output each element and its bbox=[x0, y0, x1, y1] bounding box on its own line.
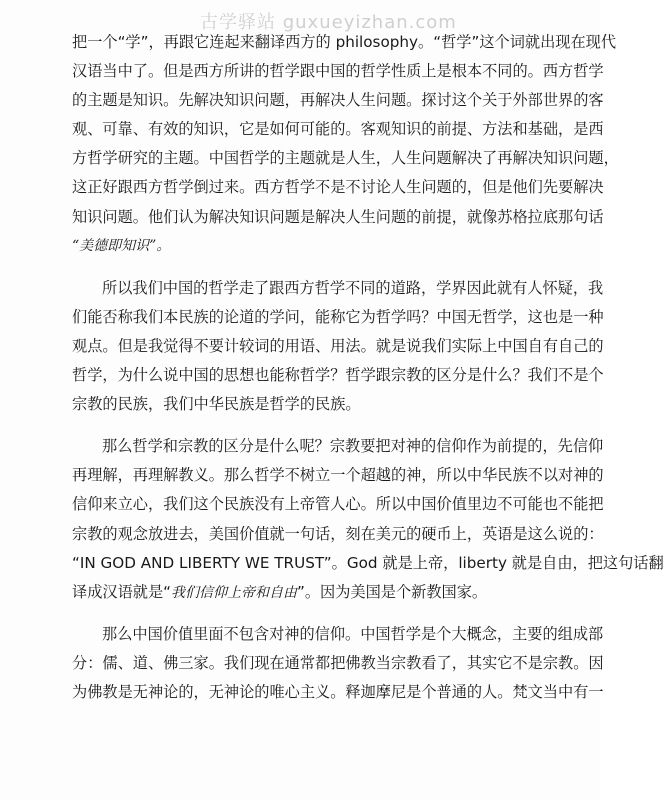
text-line: 那么哲学和宗教的区分是什么呢？宗教要把对神的信仰作为前提的，先信仰 bbox=[102, 437, 604, 456]
text-line: 信仰来立心，我们这个民族没有上帝管人心。所以中国价值里边不可能也不能把 bbox=[72, 495, 604, 514]
paragraph bbox=[72, 274, 604, 419]
text-line: 知识问题。他们认为解决知识问题是解决人生问题的前提，就像苏格拉底那句话 bbox=[72, 207, 604, 226]
text-line: “美德即知识”。 bbox=[72, 237, 171, 254]
handwritten-quote: 我们信仰上帝和自由 bbox=[171, 584, 297, 601]
text-line: 汉语当中了。但是西方所讲的哲学跟中国的哲学性质上是根本不同的。西方哲学 bbox=[72, 62, 604, 81]
text-line: 把一个“学”，再跟它连起来翻译西方的 philosophy。“哲学”这个词就出现在现代 bbox=[72, 33, 617, 51]
text-line: 这正好跟西方哲学倒过来。西方哲学不是不讨论人生问题的，但是他们先要解决 bbox=[72, 178, 604, 197]
document-body bbox=[72, 28, 664, 720]
text-line: 们能否称我们本民族的论道的学问，能称它为哲学吗？中国无哲学，这也是一种 bbox=[72, 307, 604, 326]
paragraph bbox=[72, 28, 619, 261]
text-fragment: ”。因为美国是个新教国家。 bbox=[297, 582, 488, 601]
text-line: 宗教的观念放进去，美国价值就一句话，刻在美元的硬币上，英语是这么说的： bbox=[72, 524, 604, 543]
text-line: 分：儒、道、佛三家。我们现在通常都把佛教当宗教看了，其实它不是宗教。因 bbox=[72, 653, 604, 672]
text-line: 方哲学研究的主题。中国哲学的主题就是人生，人生问题解决了再解决知识问题， bbox=[72, 149, 619, 168]
text-line: 哲学，为什么说中国的思想也能称哲学？哲学跟宗教的区分是什么？我们不是个 bbox=[72, 366, 604, 385]
text-line: 观、可靠、有效的知识，它是如何可能的。客观知识的前提、方法和基础，是西 bbox=[72, 120, 604, 139]
text-fragment: 译成汉语就是“ bbox=[72, 582, 171, 601]
text-line: 的主题是知识。先解决知识问题，再解决人生问题。探讨这个关于外部世界的客 bbox=[72, 91, 604, 110]
paragraph bbox=[72, 620, 604, 707]
paragraph bbox=[72, 432, 664, 607]
text-line: 为佛教是无神论的，无神论的唯心主义。释迦摩尼是个普通的人。梵文当中有一 bbox=[72, 682, 604, 701]
text-line: 所以我们中国的哲学走了跟西方哲学不同的道路，学界因此就有人怀疑，我 bbox=[102, 278, 604, 297]
text-line: 观点。但是我觉得不要计较词的用语、用法。就是说我们实际上中国自有自己的 bbox=[72, 336, 604, 355]
text-line: 那么中国价值里面不包含对神的信仰。中国哲学是个大概念，主要的组成部 bbox=[102, 624, 604, 643]
text-line: 再理解，再理解教义。那么哲学不树立一个超越的神，所以中华民族不以对神的 bbox=[72, 466, 604, 485]
watermark: 古学驿站 guxueyizhan.com bbox=[200, 12, 457, 33]
text-line: 宗教的民族，我们中华民族是哲学的民族。 bbox=[72, 395, 361, 414]
text-line: “IN GOD AND LIBERTY WE TRUST”。God 就是上帝，liberty 就是自由，把这句话翻 bbox=[72, 553, 664, 572]
text-line bbox=[72, 578, 548, 607]
